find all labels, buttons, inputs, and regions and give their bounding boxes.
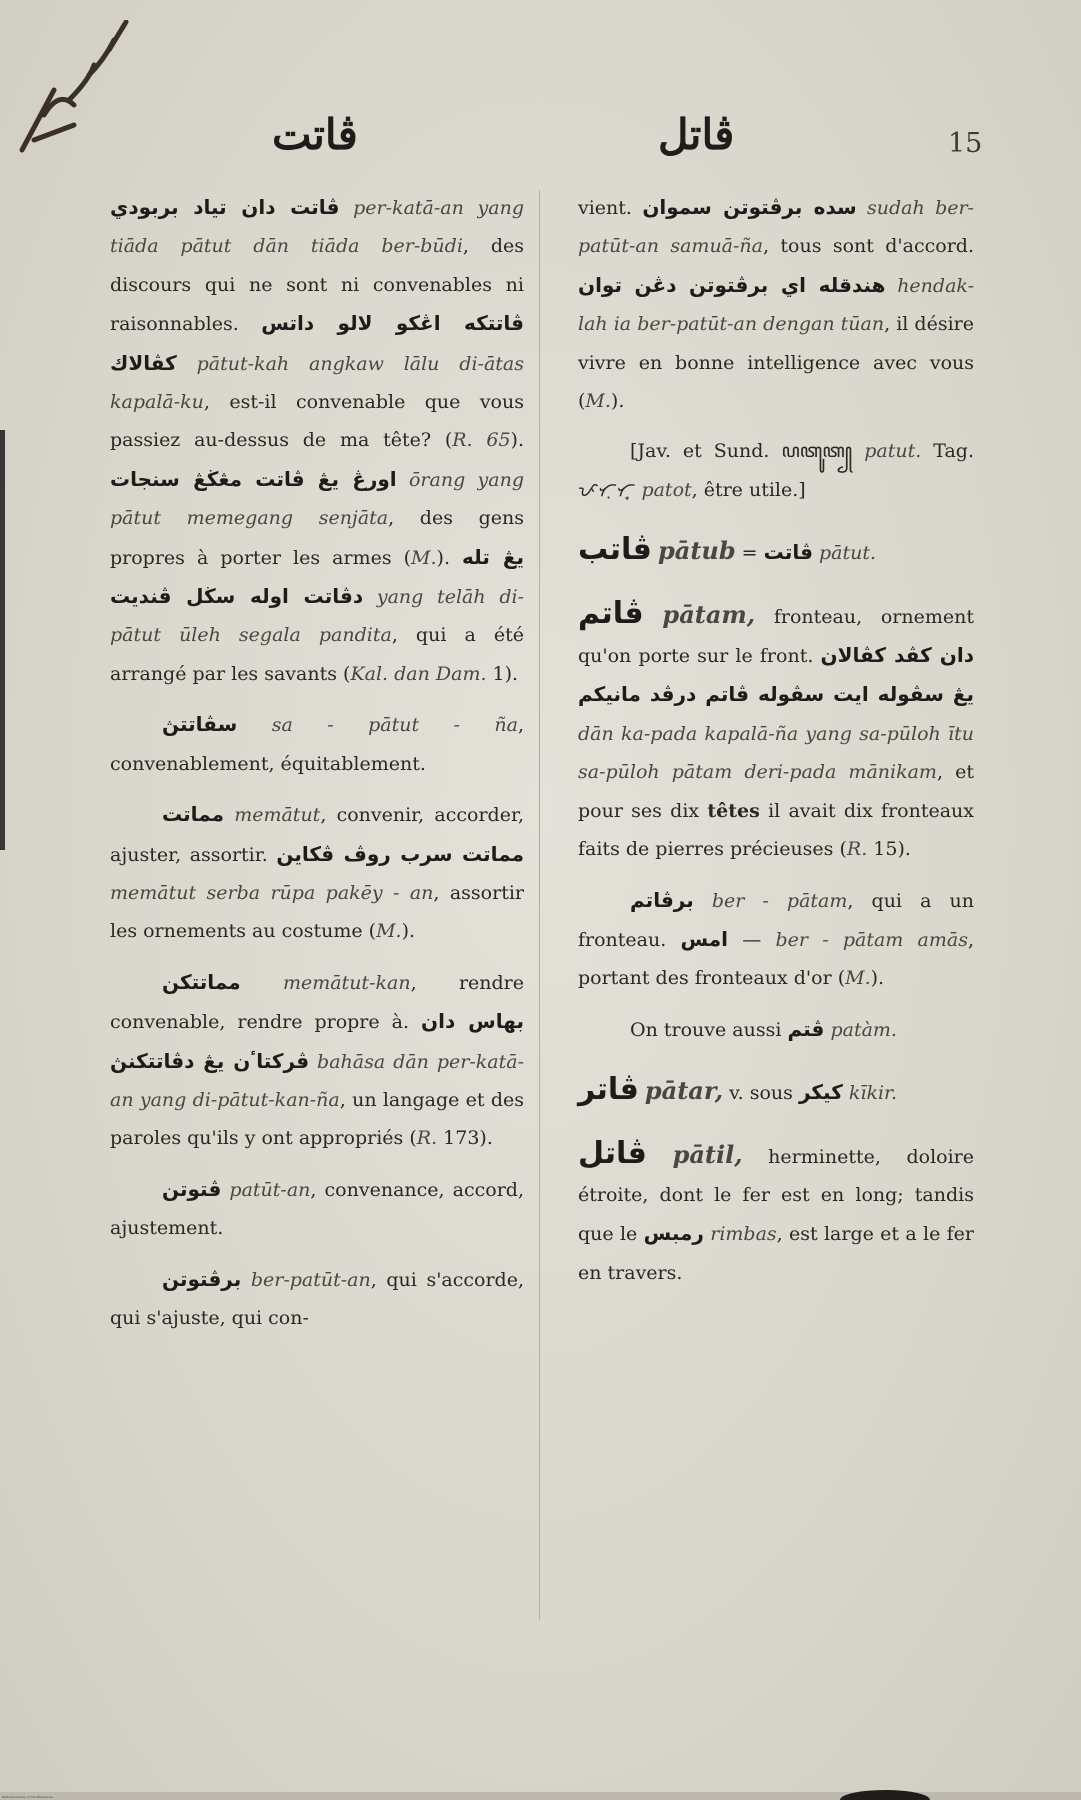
definition-text: , des gens propres à porter les armes (: [110, 507, 525, 569]
arabic-text: يڠ تله دڤاتت اوله سڬل ڤنديت: [110, 544, 524, 609]
arabic-text: هندقله اي برڤتوتن دڠن توان: [578, 272, 886, 297]
page-number: 15: [948, 128, 983, 159]
transliteration: hendak-lah ia ber-patūt-an dengan tūan: [578, 274, 974, 336]
definition-text: —: [728, 928, 776, 951]
binding-edge: [0, 430, 5, 850]
headword: pātil,: [672, 1139, 743, 1169]
arabic-text: مماتت سرب روڤ ڤكاين: [276, 841, 524, 866]
arabic-text: برڤاتم: [630, 887, 694, 912]
entry-paragraph: [110, 963, 524, 1158]
definition-text: ).: [610, 390, 625, 413]
transliteration: ber - pātam: [711, 889, 848, 912]
reference: M.: [585, 390, 611, 413]
transliteration: rimbas: [710, 1223, 777, 1246]
transliteration: yang telāh di-pātut ūleh segala pandita: [110, 586, 524, 647]
entry-paragraph: [110, 705, 524, 783]
reference: R.: [416, 1127, 438, 1150]
entry-paragraph: [110, 1260, 524, 1338]
library-stamp: [14, 20, 134, 160]
definition-text: 173).: [437, 1127, 493, 1150]
transliteration: ōrang yang pātut memegang senjāta: [110, 468, 525, 530]
reference: R.: [846, 838, 868, 861]
transliteration: dān ka-pada kapalā-ña yang sa-pūloh ītu sa-pūloh pātam deri-pada mānikam: [578, 722, 974, 784]
etymology-paragraph: [578, 432, 974, 509]
arabic-text: مماتتكن: [162, 969, 241, 994]
definition-text: , qui s'accorde, qui s'ajuste, qui con-: [110, 1268, 524, 1329]
definition-text: 1).: [486, 662, 519, 685]
reference: M.: [411, 546, 437, 569]
transliteration: memātut-kan: [282, 971, 411, 994]
definition-text: , assortir les ornements au costume (: [110, 881, 524, 943]
definition-text: 15).: [867, 838, 911, 861]
arabic-text: سده برڤتوتن سموان: [642, 195, 857, 219]
entry-paragraph: [578, 1010, 974, 1049]
transliteration: ber - pātam amās: [775, 928, 968, 951]
transliteration: per-katā-an yang tiāda pātut dān tiāda ber-būdi: [110, 197, 525, 258]
definition-text: , il désire vivre en bonne intelligence avec vous (: [578, 313, 974, 413]
headword-arabic: ڤاتر: [578, 1072, 639, 1108]
definition-text: , convenablement, équitablement.: [110, 714, 525, 775]
transliteration: patut.: [864, 440, 922, 463]
transliteration: bahāsa dān per-katā-an yang di-pātut-kan-ña: [110, 1050, 524, 1111]
running-head-left: ڤاتت: [272, 110, 358, 159]
arabic-text: ڤاتت دان تياد بربودي: [110, 195, 340, 219]
column-divider: [539, 190, 540, 1620]
definition-text: fronteau, ornement qu'on porte sur le front.: [578, 605, 974, 668]
definition-text: , qui a un fronteau.: [578, 889, 974, 951]
transliteration: pātut.: [818, 542, 877, 565]
definition-text: v. sous: [723, 1082, 793, 1105]
arabic-text: كيكر: [798, 1080, 843, 1105]
definition-text: , qui a été arrangé par les savants (: [110, 624, 524, 685]
transliteration: pātut-kah angkaw lālu di-ātas kapalā-ku: [110, 352, 524, 414]
right-column: [578, 188, 974, 1304]
definition-text: vient.: [578, 197, 632, 219]
arabic-text: برڤتوتن: [162, 1266, 242, 1291]
arabic-text: ڤاتتكه اڠكو لالو داتس كڤالاك: [110, 311, 524, 375]
tagalog-script: ᜉᜆᜓᜆ᜔: [578, 478, 636, 501]
transliteration: memātut serba rūpa pakēy - an: [110, 881, 434, 904]
definition-text: , tous sont d'accord.: [763, 235, 974, 258]
headword-entry: [578, 1135, 974, 1293]
definition-text: ).: [870, 967, 885, 990]
transliteration: ber-patūt-an: [250, 1268, 371, 1291]
transliteration: patot: [641, 478, 692, 501]
headword-arabic: ڤاتل: [578, 1135, 647, 1171]
bold-word: têtes: [707, 799, 760, 822]
headword: pātub: [657, 536, 736, 566]
left-column: [110, 188, 524, 1349]
arabic-text: امس: [680, 926, 729, 951]
definition-text: ).: [401, 920, 416, 943]
definition-text: , est large et a le fer en travers.: [578, 1223, 974, 1284]
transliteration: patàm.: [830, 1018, 897, 1041]
headword: pātar,: [644, 1076, 724, 1106]
arabic-text: مماتت: [162, 802, 224, 827]
definition-text: ).: [436, 546, 450, 569]
entry-paragraph: [578, 881, 974, 998]
transliteration: memātut: [234, 804, 321, 827]
definition-text: , convenance, accord, ajustement.: [110, 1178, 524, 1240]
arabic-text: اورڠ يڠ ڤاتت مڠڬڠ سنجات: [110, 466, 397, 491]
definition-text: [Jav. et Sund.: [630, 440, 770, 463]
arabic-text: رمبس: [643, 1221, 704, 1246]
javanese-script: ꦥꦠꦸꦠ꧀: [781, 440, 853, 463]
footer-attribution: National Library of the Philippines: [2, 1795, 53, 1799]
arabic-text: ڤتوتن: [162, 1176, 222, 1201]
arabic-text: ڤاتت: [763, 540, 813, 565]
headword-arabic: ڤاتم: [578, 595, 644, 631]
definition-text: ).: [510, 429, 524, 452]
definition-text: , un langage et des paroles qu'ils y ont appropriés (: [110, 1088, 524, 1150]
arabic-text: ڤتم: [787, 1016, 825, 1041]
headword: pātam,: [662, 599, 756, 629]
reference: M.: [845, 967, 871, 990]
headword-entry: [578, 595, 974, 869]
arabic-text: بهاس دان ڤركتاٴن يڠ دڤاتتكنڽ: [110, 1009, 524, 1073]
reference: M.: [376, 920, 402, 943]
transliteration: kīkir.: [848, 1082, 898, 1105]
definition-text: , être utile.]: [691, 478, 806, 501]
entry-paragraph: [110, 188, 524, 693]
transliteration: patūt-an: [229, 1178, 311, 1201]
headword-entry: [578, 531, 974, 572]
definition-text: Tag.: [933, 440, 974, 463]
transliteration: sa - pātut - ña: [271, 714, 518, 737]
entry-paragraph: [578, 188, 974, 420]
reference: Kal. dan Dam.: [350, 662, 487, 685]
definition-text: herminette, doloire étroite, dont le fer est en long; tandis que le: [578, 1145, 974, 1246]
headword-arabic: ڤاتب: [578, 532, 652, 568]
transliteration: sudah ber-patūt-an samuā-ña: [578, 197, 974, 258]
definition-text: , et pour ses dix: [578, 761, 974, 822]
entry-paragraph: [110, 795, 524, 951]
arabic-text: دان كڤد كڤالان يڠ سڤوله ايت سڤوله ڤاتم درڤد مانيكم: [578, 643, 974, 707]
reference: R. 65: [452, 429, 511, 452]
definition-text: il avait dix fronteaux faits de pierres précieuses (: [578, 799, 974, 861]
arabic-text: سڤاتتڽ: [162, 712, 238, 737]
definition-text: , portant des fronteaux d'or (: [578, 928, 974, 990]
headword-entry: [578, 1071, 974, 1112]
definition-text: , convenir, accorder, ajuster, assortir.: [110, 804, 524, 866]
definition-text: , rendre convenable, rendre propre à.: [110, 971, 524, 1034]
definition-text: On trouve aussi: [630, 1018, 782, 1041]
running-head-right: ڤاتل: [658, 110, 735, 159]
definition-text: =: [735, 542, 764, 565]
definition-text: , des discours qui ne sont ni convenables ni raisonnables.: [110, 235, 524, 336]
definition-text: , est-il convenable que vous passiez au-dessus de ma tête? (: [110, 391, 524, 452]
entry-paragraph: [110, 1170, 524, 1248]
